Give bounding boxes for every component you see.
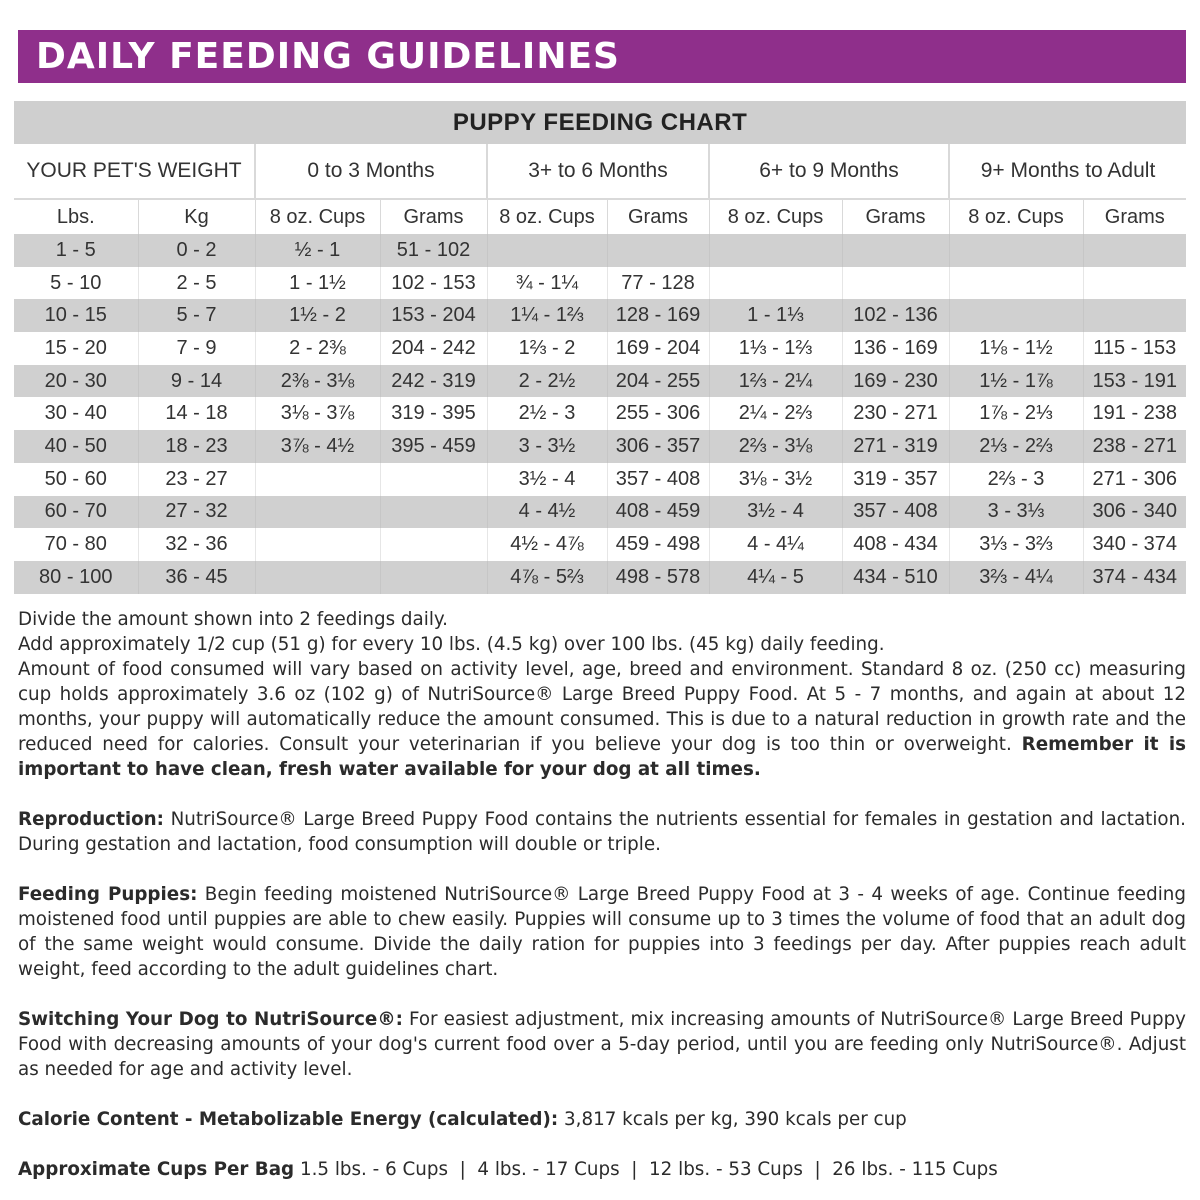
table-cell: 80 - 100 <box>14 561 138 594</box>
table-cell <box>255 528 380 561</box>
age-group-9-adult: 9+ Months to Adult <box>949 144 1186 199</box>
table-cell: 1 - 5 <box>14 234 138 267</box>
table-cell: 51 - 102 <box>380 234 487 267</box>
cups-text: 1.5 lbs. - 6 Cups | 4 lbs. - 17 Cups | 12 lbs. - 53 Cups | 26 lbs. - 115 Cups <box>299 1159 998 1180</box>
chart-title: PUPPY FEEDING CHART <box>14 101 1186 144</box>
table-cell: 4 - 4¼ <box>709 528 842 561</box>
sub-header: Grams <box>842 199 949 234</box>
note-switching <box>18 1007 1186 1082</box>
note-reproduction <box>18 807 1186 857</box>
table-cell: 191 - 238 <box>1092 402 1178 425</box>
table-cell: 434 - 510 <box>842 561 949 594</box>
table-cell: 102 - 136 <box>842 299 949 332</box>
calorie-label: Calorie Content - Metabolizable Energy (calculated): <box>18 1109 559 1130</box>
table-cell <box>1083 299 1186 332</box>
table-cell: 4½ - 4⅞ <box>487 528 607 561</box>
table-cell: 357 - 408 <box>607 463 709 496</box>
sub-header: Lbs. <box>14 199 138 234</box>
feeding-puppies-text: Begin feeding moistened NutriSource® Large Breed Puppy Food at 3 - 4 weeks of age. Continue feeding moistened food until puppies are able to chew easily. Puppies will consume up to 3 times the volume of food that an adult dog of the same weight would consume. Divide the daily ration for puppies into 3 feedings per day. After puppies reach adult weight, feed according to the adult guidelines chart. <box>18 884 1186 980</box>
table-row <box>14 496 1186 529</box>
table-cell: 3½ - 4 <box>487 463 607 496</box>
table-cell: 498 - 578 <box>607 561 709 594</box>
table-cell: 4 - 4½ <box>487 496 607 529</box>
table-cell: 30 - 40 <box>14 397 138 430</box>
table-cell: 32 - 36 <box>138 528 255 561</box>
table-cell: 2 - 5 <box>138 267 255 300</box>
table-cell: 238 - 271 <box>1083 430 1186 463</box>
table-cell: 1¼ - 1⅔ <box>487 299 607 332</box>
table-cell: 204 - 255 <box>607 365 709 398</box>
table-cell: 15 - 20 <box>14 332 138 365</box>
feeding-notes <box>18 607 1186 1182</box>
table-cell: 319 - 395 <box>380 397 487 430</box>
table-cell: 20 - 30 <box>14 365 138 398</box>
page-banner <box>18 30 1186 83</box>
sub-header: Grams <box>380 199 487 234</box>
table-cell: 2¼ - 2⅔ <box>709 397 842 430</box>
table-cell: 5 - 10 <box>14 267 138 300</box>
note-water: Remember it is important to have clean, fresh water available for your dog at all times. <box>18 734 1187 780</box>
table-cell: 10 - 15 <box>14 299 138 332</box>
table-cell <box>255 463 380 496</box>
table-cell: 23 - 27 <box>138 463 255 496</box>
table-cell: 136 - 169 <box>842 332 949 365</box>
table-cell: 2⅓ - 2⅔ <box>949 430 1083 463</box>
table-cell: 153 - 191 <box>1083 365 1186 398</box>
age-group-0-3: 0 to 3 Months <box>255 144 487 199</box>
table-cell: 102 - 153 <box>380 267 487 300</box>
table-cell: 3⅞ - 4½ <box>255 430 380 463</box>
table-cell: 3⅛ - 3⅞ <box>255 397 380 430</box>
table-cell: 1½ - 1⅞ <box>949 365 1083 398</box>
table-cell <box>949 299 1083 332</box>
note-divide: Divide the amount shown into 2 feedings daily. <box>18 609 448 630</box>
weight-header: YOUR PET'S WEIGHT <box>14 144 255 199</box>
table-cell: 3⅓ - 3⅔ <box>949 528 1083 561</box>
table-cell <box>255 561 380 594</box>
table-cell: 3⅛ - 3½ <box>709 463 842 496</box>
table-cell: 3 - 3½ <box>487 430 607 463</box>
table-cell: 459 - 498 <box>607 528 709 561</box>
note-feeding-puppies <box>18 882 1186 982</box>
table-cell: 115 - 153 <box>1093 336 1177 359</box>
table-cell: 27 - 32 <box>138 496 255 529</box>
table-cell: 2 - 2⅜ <box>255 332 380 365</box>
table-cell: 319 - 357 <box>842 463 949 496</box>
cups-label: Approximate Cups Per Bag <box>18 1159 295 1180</box>
table-cell: 1⅔ - 2 <box>487 332 607 365</box>
table-cell: 230 - 271 <box>842 397 949 430</box>
table-cell: 18 - 23 <box>138 430 255 463</box>
table-cell: 1⅞ - 2⅓ <box>949 397 1083 430</box>
table-cell: 306 - 357 <box>607 430 709 463</box>
sub-header: 8 oz. Cups <box>949 199 1083 234</box>
table-cell: 14 - 18 <box>138 397 255 430</box>
table-row <box>14 397 1186 430</box>
sub-header: 8 oz. Cups <box>255 199 380 234</box>
feeding-puppies-label: Feeding Puppies: <box>18 884 198 905</box>
table-row <box>14 299 1186 332</box>
table-cell: 3½ - 4 <box>709 496 842 529</box>
table-cell: 357 - 408 <box>842 496 949 529</box>
table-cell: 7 - 9 <box>138 332 255 365</box>
table-cell <box>1083 234 1186 267</box>
table-cell <box>380 528 487 561</box>
table-cell <box>380 496 487 529</box>
table-cell <box>1083 267 1186 300</box>
table-cell: 3⅔ - 4¼ <box>949 561 1083 594</box>
table-cell: 1⅛ - 1½ <box>949 332 1083 365</box>
table-cell <box>949 234 1083 267</box>
table-row <box>14 365 1186 398</box>
table-row <box>14 234 1186 267</box>
table-cell: 70 - 80 <box>14 528 138 561</box>
note-calorie <box>18 1107 1186 1132</box>
table-cell: 5 - 7 <box>138 299 255 332</box>
table-cell: 374 - 434 <box>1083 561 1186 594</box>
sub-header: Kg <box>138 199 255 234</box>
table-cell: 2½ - 3 <box>487 397 607 430</box>
table-cell: 1⅔ - 2¼ <box>709 365 842 398</box>
table-row <box>14 430 1186 463</box>
table-cell <box>709 267 842 300</box>
table-cell: 1 - 1½ <box>255 267 380 300</box>
age-group-3-6: 3+ to 6 Months <box>487 144 709 199</box>
switching-text: For easiest adjustment, mix increasing amounts of NutriSource® Large Breed Puppy Food with decreasing amounts of your dog's current food over a 5-day period, until you are feeding only NutriSource®. Adjust as needed for age and activity level. <box>18 1009 1186 1080</box>
table-cell <box>709 234 842 267</box>
table-cell: 395 - 459 <box>380 430 487 463</box>
table-cell: 4⅞ - 5⅔ <box>487 561 607 594</box>
table-cell: 2⅜ - 3⅛ <box>255 365 380 398</box>
table-cell: 0 - 2 <box>138 234 255 267</box>
table-cell: ½ - 1 <box>255 234 380 267</box>
table-cell: 40 - 50 <box>14 430 138 463</box>
note-amount-text: Amount of food consumed will vary based on activity level, age, breed and environment. Standard 8 oz. (250 cc) measuring cup holds approximately 3.6 oz (102 g) of NutriSource® Large Breed Puppy Food. At 5 - 7 months, and again at about 12 months, your puppy will automatically reduce the amount consumed. This is due to a natural reduction in growth rate and the reduced need for calories. Consult your veterinarian if you believe your dog is too thin or overweight. <box>18 659 1186 755</box>
table-cell: 204 - 242 <box>380 332 487 365</box>
reproduction-label: Reproduction: <box>18 809 164 830</box>
table-cell: 36 - 45 <box>138 561 255 594</box>
table-cell: 340 - 374 <box>1092 533 1178 556</box>
switching-label: Switching Your Dog to NutriSource®: <box>18 1009 403 1030</box>
table-cell: 3 - 3⅓ <box>949 496 1083 529</box>
table-row <box>14 267 1186 300</box>
table-cell: 2⅔ - 3⅛ <box>709 430 842 463</box>
table-cell: 408 - 459 <box>607 496 709 529</box>
table-cell: 60 - 70 <box>14 496 138 529</box>
table-cell: 2⅔ - 3 <box>949 463 1083 496</box>
table-cell <box>842 267 949 300</box>
banner-title: DAILY FEEDING GUIDELINES <box>36 36 620 77</box>
note-add-cup: Add approximately 1/2 cup (51 g) for every 10 lbs. (4.5 kg) over 100 lbs. (45 kg) daily feeding. <box>18 634 885 655</box>
table-cell: 306 - 340 <box>1083 496 1186 529</box>
table-cell: 50 - 60 <box>14 463 138 496</box>
reproduction-text: NutriSource® Large Breed Puppy Food contains the nutrients essential for females in gestation and lactation. During gestation and lactation, food consumption will double or triple. <box>18 809 1186 855</box>
table-row <box>14 561 1186 594</box>
table-cell: 153 - 204 <box>380 299 487 332</box>
table-cell: 242 - 319 <box>380 365 487 398</box>
table-cell: 169 - 230 <box>842 365 949 398</box>
age-group-6-9: 6+ to 9 Months <box>709 144 949 199</box>
table-cell: 77 - 128 <box>607 267 709 300</box>
table-cell: 169 - 204 <box>607 332 709 365</box>
table-cell: 271 - 319 <box>842 430 949 463</box>
table-row <box>14 463 1186 496</box>
note-amount <box>18 657 1186 782</box>
table-cell <box>255 496 380 529</box>
sub-header: 8 oz. Cups <box>709 199 842 234</box>
table-row <box>14 528 1186 561</box>
sub-header: Grams <box>607 199 709 234</box>
table-cell <box>487 234 607 267</box>
table-cell: 255 - 306 <box>607 397 709 430</box>
table-cell: 2 - 2½ <box>487 365 607 398</box>
table-cell: 4¼ - 5 <box>709 561 842 594</box>
note-cups-per-bag <box>18 1157 1186 1182</box>
table-cell <box>380 463 487 496</box>
sub-header: Grams <box>1104 205 1165 228</box>
table-cell: 9 - 14 <box>138 365 255 398</box>
table-cell: 1 - 1⅓ <box>709 299 842 332</box>
calorie-text: 3,817 kcals per kg, 390 kcals per cup <box>564 1109 907 1130</box>
table-cell: ¾ - 1¼ <box>487 267 607 300</box>
table-cell <box>842 234 949 267</box>
table-cell: 1½ - 2 <box>255 299 380 332</box>
table-row <box>14 332 1186 365</box>
table-cell: 1⅓ - 1⅔ <box>709 332 842 365</box>
table-cell: 271 - 306 <box>1092 467 1178 490</box>
puppy-feeding-chart <box>14 101 1186 594</box>
table-cell <box>607 234 709 267</box>
table-cell <box>949 267 1083 300</box>
table-cell: 128 - 169 <box>607 299 709 332</box>
table-cell: 408 - 434 <box>842 528 949 561</box>
table-cell <box>380 561 487 594</box>
sub-header: 8 oz. Cups <box>487 199 607 234</box>
